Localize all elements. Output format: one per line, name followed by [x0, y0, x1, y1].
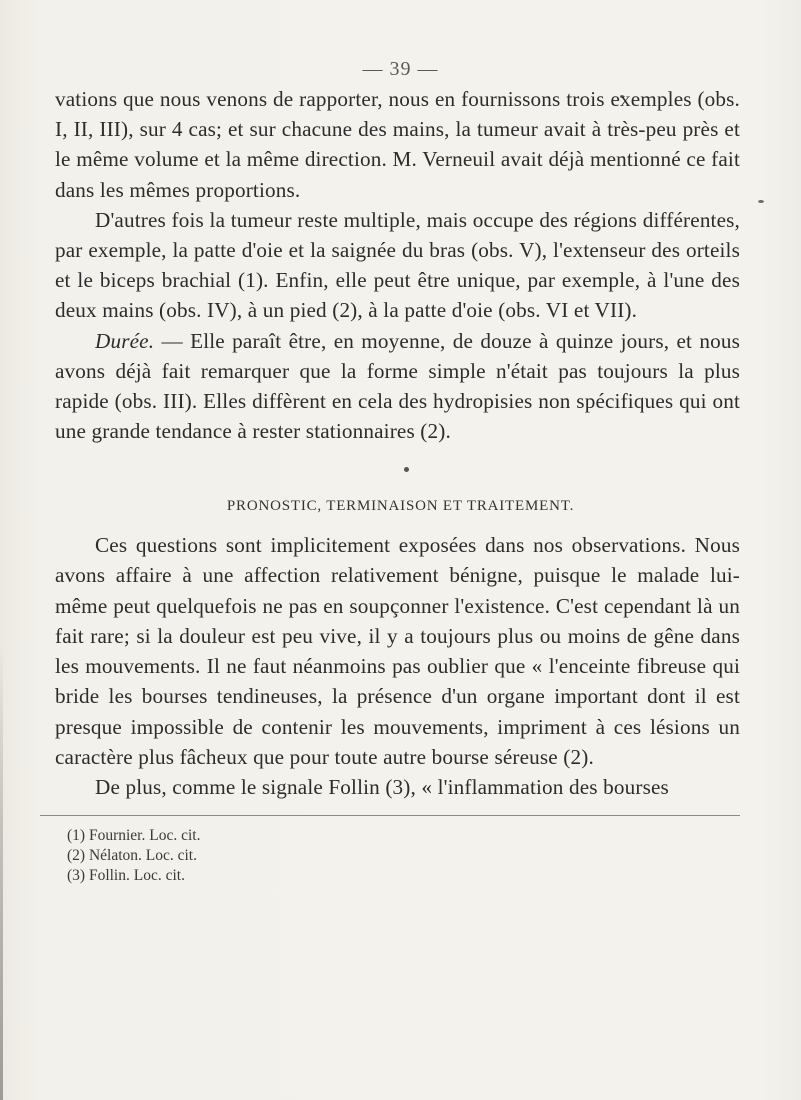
paragraph: D'autres fois la tumeur reste multiple, mais occupe des régions différentes, par exemple, la patte d'oie et la saignée du bras (obs. V), l'extenseur des orteils et le biceps brachial (1). Enfin, elle peut être unique, par exemple, à l'une des deux mains (obs. IV), à un pied (2), à la patte d'oie (obs. VI et VII). — [55, 207, 740, 323]
footnotes — [67, 826, 200, 886]
paragraph-duree — [55, 326, 740, 447]
footnote: (2) Nélaton. Loc. cit. — [67, 847, 197, 864]
duree-label: Durée. — [95, 328, 155, 353]
paragraph: De plus, comme le signale Follin (3), « l'inflammation des bourses — [95, 775, 669, 800]
section-title: PRONOSTIC, TERMINAISON ET TRAITEMENT. — [226, 498, 575, 514]
duree-text: — Elle paraît être, en moyenne, de douze à quinze jours, et nous avons déjà fait remarquer que la forme simple n'était pas toujours la plus rapide (obs. III). Elles diffèrent en cela des hydropisies non spécifiques qui ont une grande tendance à rester stationnaires (2). — [55, 328, 740, 444]
paragraph: Ces questions sont implicitement exposées dans nos observations. Nous avons affaire à une affection relativement bénigne, puisque le malade lui-même peut quelquefois ne pas en soupçonner l'existence. C'est cependant là un fait rare; si la douleur est peu vive, il y a toujours plus ou moins de gêne dans les mouvements. Il ne faut néanmoins pas oublier que « l'enceinte fibreuse qui bride les bourses tendineuses, la présence d'un organe important dont il est presque impossible de contenir les mouvements, impriment à ces lésions un caractère plus fâcheux que pour toute autre bourse séreuse (2). — [55, 533, 740, 770]
paper-speck — [758, 200, 764, 203]
footnote: (3) Follin. Loc. cit. — [67, 867, 185, 884]
footnote-divider — [40, 815, 740, 816]
body-text-top — [55, 84, 740, 446]
paper-speck — [404, 467, 409, 472]
footnote: (1) Fournier. Loc. cit. — [67, 827, 201, 844]
paragraph: vations que nous venons de rapporter, nous en fournissons trois exemples (obs. I, II, III), sur 4 cas; et sur chacune des mains, la tumeur avait à très-peu près et le même volume et la même direction. M. Verneuil avait déjà mentionné ce fait dans les mêmes proportions. — [55, 87, 740, 202]
page-edge-shadow — [0, 640, 3, 1100]
page-number: — 39 — — [362, 58, 439, 80]
body-text-bottom — [55, 530, 740, 803]
